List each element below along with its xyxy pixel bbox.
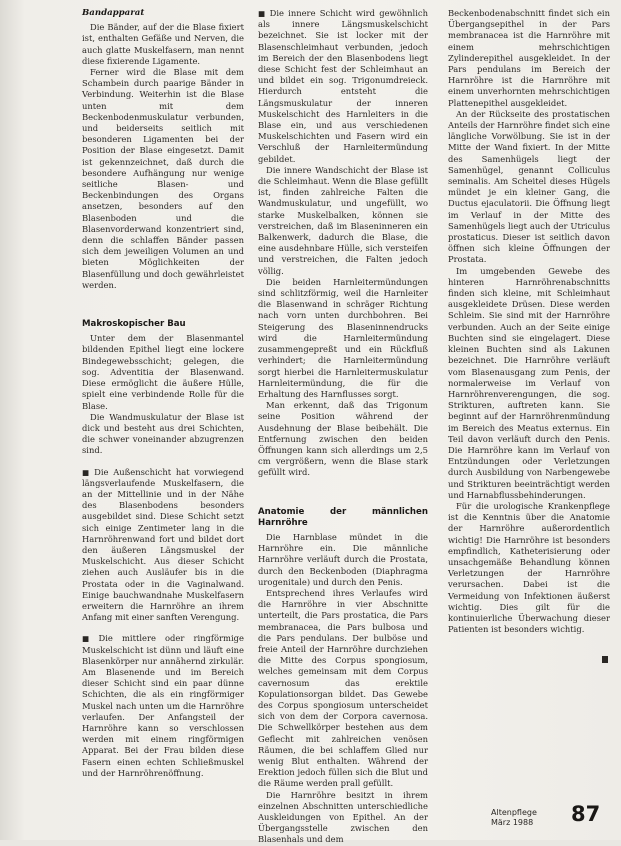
square-bullet-icon: ■ bbox=[258, 9, 267, 18]
bullet-text: Die Außenschicht hat vorwiegend längsverlaufende Muskelfasern, die an der Mittellinie und in der Nähe des Blasenbodens besonders ausgebildet sind. Diese Schicht setzt sich einige Zentimeter lang in die Harnröhrenwand fort und bildet dort den äußeren Längsmuskel der Muskelschicht. Aus dieser Schicht ziehen auch Ausläufer bis in die Prostata oder in die Vaginalwand. Einige bauchwandnahe Muskelfasern erweitern die Harnröhre an ihrem Anfang mit einer sanften Verengung. bbox=[82, 466, 244, 623]
section-heading: Anatomie der männlichen Harnröhre bbox=[258, 506, 428, 528]
magazine-name: Altenpflege bbox=[491, 808, 537, 817]
bullet-paragraph bbox=[82, 633, 244, 779]
paragraph: Die beiden Harnleitermündungen sind schlitzförmig, weil die Harnleiter die Blasenwand in schräger Richtung nach vorn unten durchbohren. Bei Steigerung des Blaseninnendrucks wird die Harnleitermündung zusammengepreßt und ein Rückfluß verhindert; die Harnleitermündung sorgt hierbei die Harnleitermuskulatur Harnleitermündung, die für die Erhaltung des Harnflusses sorgt. bbox=[258, 276, 428, 399]
paragraph: Für die urologische Krankenpflege ist die Kenntnis über die Anatomie der Harnröhre außerordentlich wichtig! Die Harnröhre ist besonders empfindlich, Katheterisierung oder unsachgemäße Behandlung können Verletzungen der Harnröhre verursachen. Dabei ist die Vermeidung von Infektionen äußerst wichtig. Dies gilt für die kontinuierliche Überwachung dieser Patienten ist besonders wichtig. bbox=[448, 500, 610, 635]
column-1 bbox=[82, 8, 244, 779]
magazine-issue: März 1988 bbox=[491, 818, 534, 827]
bullet-paragraph bbox=[258, 8, 428, 165]
paragraph: Ferner wird die Blase mit dem Schambein durch paarige Bänder in Verbindung. Weiterhin ist die Blase unten mit dem Beckenbodenmuskulatur verbunden, und beiderseits seitlich mit besonderen Ligamenten bei der Position der Blase eingesetzt. Damit ist gekennzeichnet, daß durch die besondere Aufhängung nur wenige seitliche Blasen- und Beckenbindungen des Organs ansetzen, besonders auf den Blasenboden und die Blasenvorderwand konzentriert sind, denn die schlaffen Bänder passen sich dem jeweiligen Volumen an und bieten Möglichkeiten der Blasenfüllung und doch gewährleistet werden. bbox=[82, 67, 244, 290]
page-number: 87 bbox=[571, 802, 601, 826]
page-footer bbox=[491, 800, 621, 840]
square-bullet-icon: ■ bbox=[82, 634, 96, 644]
paragraph: Die innere Wandschicht der Blase ist die Schleimhaut. Wenn die Blase gefüllt ist, finden zahlreiche Falten die Wandmuskulatur, und ungefüllt, wo starke Muskelbalken, können sie verstreichen, daß im Blaseninneren ein Balkenwerk, dadurch die Blase, die eine ausdehnbare Hülle, sich versteifen und verstreichen, die Falten jedoch völlig. bbox=[258, 164, 428, 276]
square-bullet-icon: ■ bbox=[82, 467, 92, 477]
paragraph: Die Bänder, auf der die Blase fixiert ist, enthalten Gefäße und Nerven, die auch glatte Muskelfasern, man nennt diese fixierende Ligamente. bbox=[82, 22, 244, 66]
paragraph: Im umgebenden Gewebe des hinteren Harnröhrenabschnitts finden sich kleine, mit Schleimhaut ausgekleidete Drüsen. Diese werden Schleim. Sie sind mit der Harnröhre verbunden. Auch an der Seite einige Buchten sind sie eingelagert. Diese kleinen Buchten sind als Lakunen bezeichnet. Die Harnröhre verläuft vom Blasenausgang zum Penis, der normalerweise im Verlauf von Harnröhrenverengungen, die sog. Strikturen, auftreten kann. Sie beginnt auf der Harnröhrenmündung im Bereich des Meatus externus. Ein Teil davon verläuft durch den Penis. Die Harnröhre kann im Verlauf von Entzündungen oder Verletzungen durch Ausbildung von Narbengewebe und Strikturen beeinträchtigt werden und Harnabflussbehinderungen. bbox=[448, 265, 610, 500]
bullet-paragraph bbox=[82, 467, 244, 624]
column-3 bbox=[448, 8, 610, 635]
paragraph: Man erkennt, daß das Trigonum seine Position während der Ausdehnung der Blase beibehält. Die Entfernung zwischen den beiden Öffnungen kann sich allerdings um 2,5 cm vergrößern, wenn die Blase stark gefüllt wird. bbox=[258, 400, 428, 478]
paragraph: Entsprechend ihres Verlaufes wird die Harnröhre in vier Abschnitte unterteilt, die Pars prostatica, die Pars membranacea, die Pars bulbosa und die Pars pendulans. Der bulböse und freie Anteil der Harnröhre durchziehen die Mitte des Corpus spongiosum, welches gemeinsam mit dem Corpus cavernosum das erektile Kopulationsorgan bildet. Das Gewebe des Corpus spongiosum unterscheidet sich von dem der Corpora cavernosa. Die Schwellkörper bestehen aus dem Geflecht mit zahlreichen venösen Räumen, die bei schlaffem Glied nur wenig Blut enthalten. Während der Erektion jedoch füllen sich die Blut und die Räume werden prall gefüllt. bbox=[258, 587, 428, 789]
paragraph: Unter dem der Blasenmantel bildenden Epithel liegt eine lockere Bindegewebsschicht; gelegen, die sog. Adventitia der Blasenwand. Diese ermöglicht die äußere Hülle, spielt eine verbindende Rolle für die Blase. bbox=[82, 333, 244, 411]
section-heading: Bandapparat bbox=[82, 8, 145, 18]
bullet-text: Die innere Schicht wird gewöhnlich als innere Längsmuskelschicht bezeichnet. Sie ist locker mit der Blasenschleimhaut verbunden, jedoch im Bereich der den Blasenbodens liegt diese Schicht fest der Schleimhaut an und bildet ein sog. Trigonumdreieck. Hierdurch entsteht die Längsmuskulatur der inneren Muskelschicht des Harnleiters in die Blase ein, und aus verschiedenen Muskelschichten und Fasern wird ein Verschluß der Harnleitermündung gebildet. bbox=[258, 8, 428, 164]
magazine-info bbox=[491, 808, 537, 828]
column-2 bbox=[258, 8, 428, 846]
square-marker-icon bbox=[602, 656, 608, 663]
paragraph: Beckenbodenabschnitt findet sich ein Übergangsepithel in der Pars membranacea ist die Harnröhre mit einem mehrschichtigen Zylinderepithel ausgekleidet. In der Pars pendulans im Bereich der Harnröhre ist die Harnröhre mit einem unverhornten mehrschichtigen Plattenepithel ausgekleidet. bbox=[448, 8, 610, 108]
paragraph: Die Wandmuskulatur der Blase ist dick und besteht aus drei Schichten, die schwer voneinander abzugrenzen sind. bbox=[82, 411, 244, 456]
paragraph: Die Harnblase mündet in die Harnröhre ein. Die männliche Harnröhre verläuft durch die Prostata, durch den Beckenboden (Diaphragma urogenitale) und durch den Penis. bbox=[258, 531, 428, 587]
paragraph: Die Harnröhre besitzt in ihrem einzelnen Abschnitten unterschiedliche Auskleidungen von Epithel. An der Übergangsstelle zwischen den Blasenhals und dem bbox=[258, 789, 428, 845]
paragraph: An der Rückseite des prostatischen Anteils der Harnröhre findet sich eine längliche Vorwölbung. Sie ist in der Mitte der Wand fixiert. In der Mitte des Samenhügels liegt der Samenhügel, genannt Colliculus seminalis. Am Scheitel dieses Hügels mündet je ein kleiner Gang, die Ductus ejaculatorii. Die Öffnung liegt im Verlauf in der Mitte des Samenhügels liegt auch der Utriculus prostaticus. Dieser ist seitlich davon öffnen sich kleine Öffnungen der Prostata. bbox=[448, 108, 610, 265]
section-heading: Makroskopischer Bau bbox=[82, 319, 186, 330]
bullet-text: Die mittlere oder ringförmige Muskelschicht ist dünn und läuft eine Blasenkörper nur annähernd zirkulär. Am Blasenende und im Bereich dieser Schicht sind ein paar dünne Schichten, die als ein ringförmiger Muskel nach unten um die Harnröhre verlaufen. Der Anfangsteil der Harnröhre kann so verschlossen werden mit einem ringförmigen Apparat. Bei der Frau bilden diese Fasern einen echten Schließmuskel und der Harnröhrenöffnung. bbox=[82, 633, 244, 778]
